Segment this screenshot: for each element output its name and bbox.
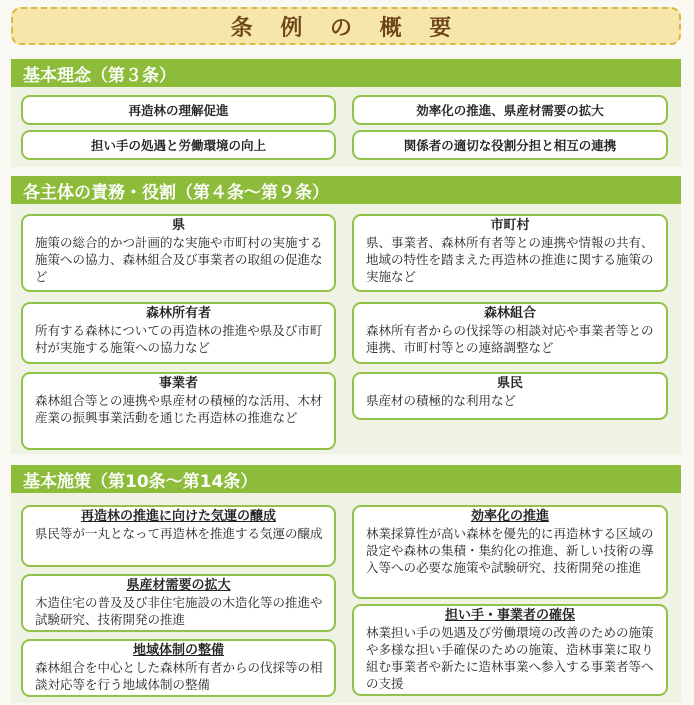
role-card-body: 所有する森林についての再造林の推進や県及び市町村が実施する施策への協力など: [35, 323, 323, 355]
measure-card-title: 効率化の推進: [470, 509, 549, 524]
role-card-title: 県民: [496, 376, 523, 391]
page-title: 条 例 の 概 要: [230, 15, 462, 41]
measure-card-body: 森林組合を中心とした森林所有者からの伐採等の相談対応等を行う地域体制の整備: [35, 660, 323, 692]
section-heading-basic-measures: 基本施策（第10条〜第14条）: [11, 465, 681, 493]
measure-card-demand: [21, 574, 336, 632]
measure-card-regional-system: [21, 639, 336, 697]
measure-card-workforce: [352, 604, 668, 696]
role-card-body: 県、事業者、森林所有者等との連携や情報の共有、地域の特性を踏まえた再造林の推進に関する施策の実施など: [366, 235, 654, 284]
principle-item: 関係者の適切な役割分担と相互の連携: [352, 130, 668, 160]
role-card-body: 施策の総合的かつ計画的な実施や市町村の実施する施策への協力、森林組合及び事業者の取組の促進など: [35, 235, 323, 284]
section-heading-basic-principles: 基本理念（第３条）: [11, 59, 681, 87]
role-card-prefecture: [21, 214, 336, 292]
role-card-business-operator: [21, 372, 336, 450]
role-card-body: 森林組合等との連携や県産材の積極的な活用、木材産業の振興事業活動を通じた再造林の推進など: [35, 393, 323, 425]
measure-card-body: 木造住宅の普及及び非住宅施設の木造化等の推進や試験研究、技術開発の推進: [35, 595, 323, 627]
measure-card-title: 地域体制の整備: [132, 643, 224, 658]
role-card-title: 森林組合: [483, 306, 536, 321]
principle-item: 効率化の推進、県産材需要の拡大: [352, 95, 668, 125]
role-card-forest-cooperative: [352, 302, 668, 364]
role-card-forest-owner: [21, 302, 336, 364]
measure-card-title: 再造林の推進に向けた気運の醸成: [80, 509, 276, 524]
measure-card-title: 担い手・事業者の確保: [444, 608, 575, 623]
measure-card-body: 林業採算性が高い森林を優先的に再造林する区域の設定や森林の集積・集約化の推進、新しい技術の導入等への必要な施策や試験研究、技術開発の推進: [366, 526, 654, 575]
principle-item: 担い手の処遇と労働環境の向上: [21, 130, 336, 160]
section-heading-responsibilities: 各主体の責務・役割（第４条〜第９条）: [11, 176, 681, 204]
role-card-title: 事業者: [158, 376, 198, 391]
measure-card-body: 県民等が一丸となって再造林を推進する気運の醸成: [35, 526, 323, 541]
principle-item: 再造林の理解促進: [21, 95, 336, 125]
role-card-body: 県産材の積極的な利用など: [366, 393, 517, 408]
role-card-title: 県: [171, 218, 185, 233]
measure-card-momentum: [21, 505, 336, 567]
role-card-citizens: [352, 372, 668, 420]
measure-card-efficiency: [352, 505, 668, 599]
role-card-title: 森林所有者: [145, 306, 211, 321]
measure-card-title: 県産材需要の拡大: [126, 578, 231, 593]
measure-card-body: 林業担い手の処遇及び労働環境の改善のための施策や多様な担い手確保のための施策、造林事業に取り組む事業者や新たに造林事業へ参入する事業者等への支援: [366, 625, 654, 691]
role-card-municipality: [352, 214, 668, 292]
role-card-body: 森林所有者からの伐採等の相談対応や事業者等との連携、市町村等との連絡調整など: [366, 323, 654, 355]
role-card-title: 市町村: [490, 218, 530, 233]
page-title-banner: [11, 7, 681, 45]
